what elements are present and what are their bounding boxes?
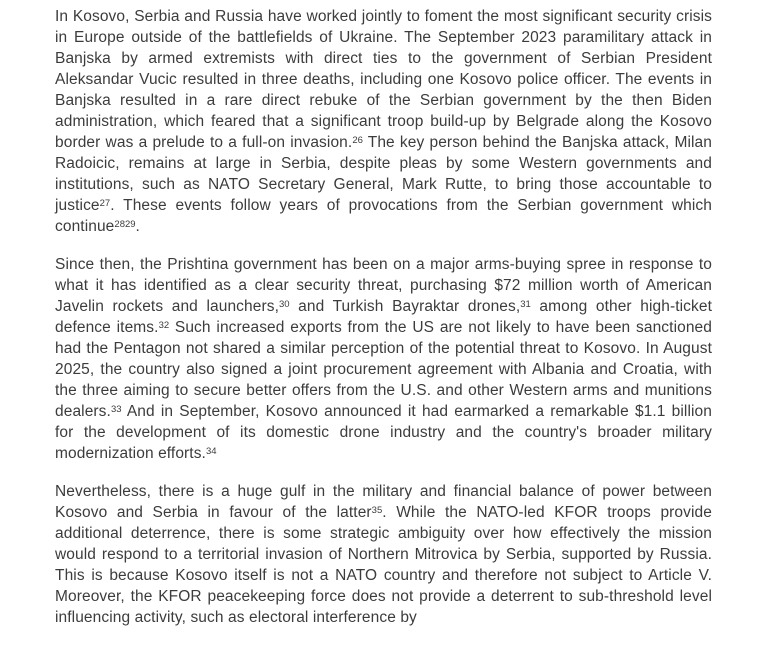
body-text: In Kosovo, Serbia and Russia have worked jointly to foment the most significant security crisis in Europe outside of the battlefields of Ukraine. The September 2023 paramilitary attack in Banjska by armed extremists with direct ties to the government of Serbian President Aleksandar Vucic resulted in three deaths, including one Kosovo police officer. The events in Banjska resulted in a rare direct rebuke of the Serbian government by the then Biden administration, which feared that a significant troop build-up by Belgrade along the Kosovo border was a prelude to a full-on invasion.: [55, 8, 712, 151]
body-text: among other high-ticket defence items.: [55, 298, 712, 336]
body-text: .: [135, 218, 140, 235]
body-text: Since then, the Prishtina government has been on a major arms-buying spree in response to what it has identified as a clear security threat, purchasing $72 million worth of American Javelin rockets and launchers,: [55, 256, 712, 315]
paragraph-balance-of-power: [55, 481, 712, 628]
footnote-ref-32: 32: [158, 319, 170, 331]
footnote-ref-34: 34: [205, 445, 217, 457]
body-text: . While the NATO-led KFOR troops provide additional deterrence, there is some strategic ambiguity over how effectively the mission would respond to a territorial invasion of Northern Mitrovica by Serbia, supported by Russia. This is because Kosovo itself is not a NATO country and therefore not subject to Article V. Moreover, the KFOR peacekeeping force does not provide a deterrent to sub-threshold level influencing activity, such as electoral interference by: [55, 504, 712, 626]
footnote-ref-35: 35: [371, 504, 383, 516]
paragraph-kosovo-crisis: [55, 6, 712, 237]
body-text: The key person behind the Banjska attack, Milan Radoicic, remains at large in Serbia, despite pleas by some Western governments and institutions, such as NATO Secretary General, Mark Rutte, to bring those accountable to justice: [55, 134, 712, 214]
footnote-ref-30: 30: [278, 298, 290, 310]
footnote-ref-26: 26: [352, 134, 363, 146]
footnote-ref-27: 27: [99, 197, 111, 209]
paragraph-arms-buying: [55, 254, 712, 464]
body-text: Such increased exports from the US are not likely to have been sanctioned had the Pentagon not shared a similar perception of the potential threat to Kosovo. In August 2025, the country also signed a joint procurement agreement with Albania and Croatia, with the three aiming to secure better offers from the U.S. and other Western arms and munitions dealers.: [55, 319, 712, 420]
footnote-ref-33: 33: [110, 403, 122, 415]
body-text: . These events follow years of provocations from the Serbian government which continue: [55, 197, 712, 235]
body-text: And in September, Kosovo announced it had earmarked a remarkable $1.1 billion for the development of its domestic drone industry and the country's broader military modernization efforts.: [55, 403, 712, 462]
footnote-ref-2829: 2829: [114, 218, 136, 230]
body-text: Nevertheless, there is a huge gulf in the military and financial balance of power between Kosovo and Serbia in favour of the latter: [55, 483, 712, 521]
body-text: and Turkish Bayraktar drones,: [289, 298, 521, 315]
footnote-ref-31: 31: [520, 298, 531, 310]
